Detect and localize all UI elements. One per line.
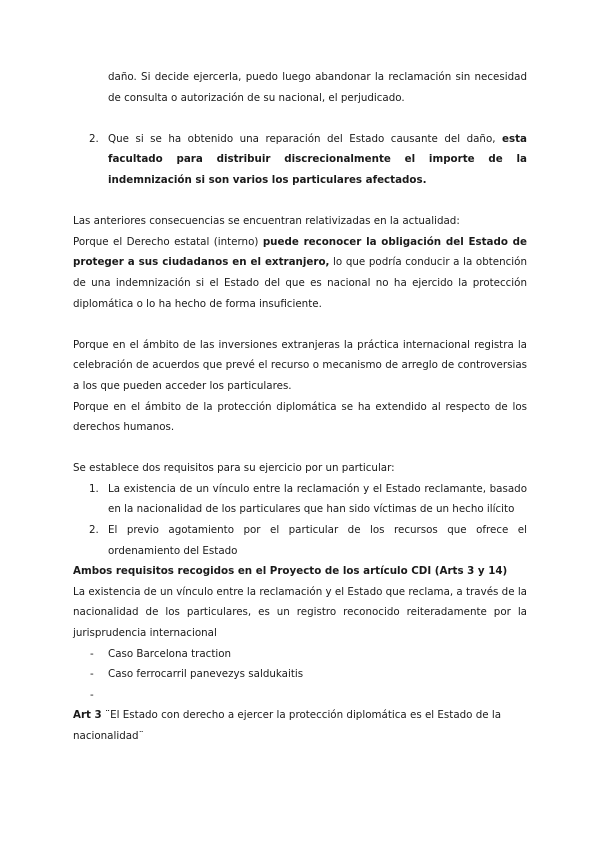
paragraph-derecho-estatal xyxy=(73,232,527,314)
bold-run: puede reconocer la obligación del Estado de proteger a sus ciudadanos en el extranjero, xyxy=(73,235,527,269)
text-run: lo que podría conducir a la obtención de una indemnización si el Estado del que es nacional no ha ejercido la protección diplomática o lo ha hecho de forma insuficiente. xyxy=(73,256,527,310)
section-heading: Ambos requisitos recogidos en el Proyecto de los artículo CDI (Arts 3 y 14) xyxy=(73,565,508,578)
list-item-bold: esta facultado para distribuir discrecionalmente el importe de la indemnización si son varios los particulares afectados. xyxy=(108,132,527,186)
list-number: 2. xyxy=(89,524,99,537)
dash-bullet: - xyxy=(90,668,94,681)
list-number: 2. xyxy=(89,132,99,145)
paragraph-inversiones: Porque en el ámbito de las inversiones extranjeras la práctica internacional registra la celebración de acuerdos que prevé el recurso o mecanismo de arreglo de controversias a los que pueden acceder los particulares. xyxy=(73,338,527,392)
text-run: Porque el Derecho estatal (interno) xyxy=(73,235,263,248)
paragraph-requisitos: Se establece dos requisitos para su ejercicio por un particular: xyxy=(73,462,395,475)
dash-bullet: - xyxy=(90,647,94,660)
list-item-2 xyxy=(73,129,527,191)
list-item-req-2 xyxy=(73,520,527,561)
list-item-text: El previo agotamiento por el particular de los recursos que ofrece el ordenamiento del Estado xyxy=(108,524,527,557)
list-item-empty xyxy=(73,685,527,706)
article-text: ¨El Estado con derecho a ejercer la protección diplomática es el Estado de la nacionalidad¨ xyxy=(73,709,502,742)
list-item-case-1 xyxy=(73,644,527,665)
list-item-text: Caso Barcelona traction xyxy=(108,647,232,660)
list-item-text: Que si se ha obtenido una reparación del Estado causante del daño, xyxy=(108,132,503,145)
list-item-case-2 xyxy=(73,664,527,685)
list-item-req-1 xyxy=(73,479,527,520)
paragraph-proteccion: Porque en el ámbito de la protección diplomática se ha extendido al respecto de los derechos humanos. xyxy=(73,400,527,434)
article-label: Art 3 xyxy=(73,709,102,722)
list-item-text: La existencia de un vínculo entre la reclamación y el Estado reclamante, basado en la nacionalidad de los particulares que han sido víctimas de un hecho ilícito xyxy=(108,482,527,516)
paragraph-consecuencias: Las anteriores consecuencias se encuentran relativizadas en la actualidad: xyxy=(73,215,460,228)
paragraph-vinculo: La existencia de un vínculo entre la reclamación y el Estado que reclama, a través de la nacionalidad de los particulares, es un registro reconocido reiteradamente por la jurisprudencia internacional xyxy=(73,585,527,640)
document-page xyxy=(73,67,527,747)
intro-continuation: daño. Si decide ejercerla, puedo luego abandonar la reclamación sin necesidad de consulta o autorización de su nacional, el perjudicado. xyxy=(108,71,527,104)
list-item-text: Caso ferrocarril panevezys saldukaitis xyxy=(108,668,304,681)
list-number: 1. xyxy=(89,482,99,495)
dash-bullet: - xyxy=(90,688,94,701)
paragraph-art3 xyxy=(73,705,527,746)
